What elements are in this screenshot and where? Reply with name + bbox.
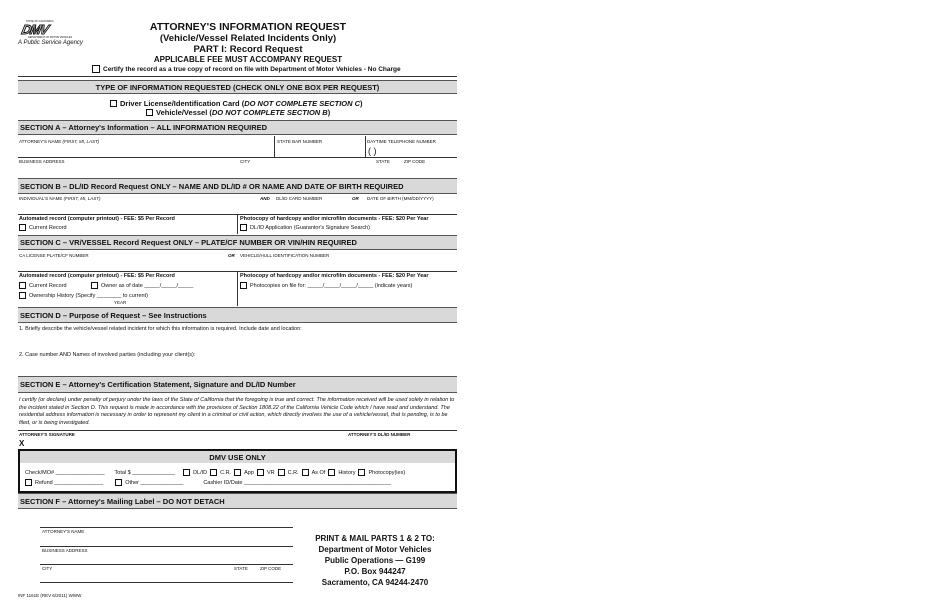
vehicle-vessel-option[interactable] <box>146 108 330 117</box>
c-photocopies-checkbox[interactable] <box>240 282 247 289</box>
plate-number-label: CA LICENSE PLATE/CF NUMBER <box>19 253 89 258</box>
dmv-row-2 <box>25 479 391 486</box>
certify-option[interactable] <box>92 65 401 73</box>
section-c-header <box>18 235 457 250</box>
label-business-address: BUSINESS ADDRESS <box>42 548 88 553</box>
dmv-row-1: Check/MO# ________________ Total $ ______________ DL/ID C.R. App VR C.R. As Of History Photocopy(ies) <box>25 469 406 476</box>
form-title: ATTORNEY'S INFORMATION REQUEST <box>149 21 347 33</box>
mail-to-line-5: Sacramento, CA 94244-2470 <box>321 578 429 587</box>
as-of-checkbox[interactable] <box>302 469 309 476</box>
refund-field[interactable]: Refund ________________ <box>35 479 104 486</box>
dl-id-checkbox[interactable] <box>110 100 117 107</box>
attorney-dl-label: ATTORNEY'S DL/ID NUMBER <box>348 432 411 437</box>
mail-to-line-3: Public Operations — G199 <box>324 556 426 565</box>
purpose-question-2: 2. Case number AND Names of involved parties (including your client(s): <box>19 352 196 358</box>
city-label: CITY <box>240 159 251 164</box>
purpose-question-1: 1. Briefly describe the vehicle/vessel related incident for which this information is required. Include date and location: <box>19 326 302 332</box>
other-field[interactable]: Other ______________ <box>125 479 184 486</box>
and-label: AND <box>260 196 270 201</box>
total-field[interactable]: Total $ ______________ <box>114 469 176 476</box>
b-dl-application-option[interactable]: DL/ID Application (Guarantor's Signature Search) <box>240 224 370 231</box>
refund-checkbox[interactable] <box>25 479 32 486</box>
fee-note: APPLICABLE FEE MUST ACCOMPANY REQUEST <box>153 55 343 64</box>
dl-id-label: Driver License/Identification Card (DO NOT COMPLETE SECTION C) <box>120 99 363 108</box>
section-b-title: SECTION B – DL/ID Record Request ONLY – NAME AND DL/ID # OR NAME AND DATE OF BIRTH REQUIRED <box>20 181 404 191</box>
c-current-record-option[interactable]: Current Record <box>19 282 67 289</box>
mail-to-line-4: P.O. Box 944247 <box>344 567 406 576</box>
label-city: CITY <box>42 566 53 571</box>
logo-dept-text: DEPARTMENT OF MOTOR VEHICLES <box>28 36 73 39</box>
zip-label: ZIP CODE <box>404 159 426 164</box>
year-label: YEAR <box>114 300 127 305</box>
b-automated-title: Automated record (computer printout) - FEE: $5 Per Record <box>19 216 175 222</box>
app-checkbox[interactable] <box>234 469 241 476</box>
or-label: OR <box>352 196 359 201</box>
certify-checkbox[interactable] <box>92 65 100 73</box>
mail-to-line-2: Department of Motor Vehicles <box>318 545 432 554</box>
certification-statement: I certify (or declare) under penalty of perjury under the laws of the State of California that the foregoing is true and correct. The information received will be used solely in relation to the incident stated in Section D. This request is made in accordance with the provisions of Section 1808.22 of the California Vehicle Code which I have read and understand. The residential address information is necessary in order to represent my client in a criminal or civil action, which directly involves the use of a vehicle/vessel, that is pending, is to be filed, or is being investigated. <box>19 397 455 426</box>
label-attorney-name: ATTORNEY'S NAME <box>42 529 85 534</box>
dob-label: DATE OF BIRTH (MM/DD/YYYY) <box>367 196 434 201</box>
type-of-information-bar <box>18 80 457 94</box>
header-divider <box>18 76 457 77</box>
logo-state-text: STATE OF CALIFORNIA <box>26 20 54 23</box>
label-state: STATE <box>234 566 248 571</box>
vin-label: VEHICLE/HULL IDENTIFICATION NUMBER <box>240 253 330 258</box>
b-current-record-option[interactable]: Current Record <box>19 224 67 231</box>
section-b-header <box>18 178 457 194</box>
dmv-logo <box>18 20 74 40</box>
attorney-name-label: ATTORNEY'S NAME (FIRST, MI, LAST) <box>19 139 100 144</box>
form-subtitle: (Vehicle/Vessel Related Incidents Only) <box>159 33 337 44</box>
dl-id-use-checkbox[interactable] <box>183 469 190 476</box>
section-a-title: SECTION A – Attorney's Information – ALL INFORMATION REQUIRED <box>20 123 268 132</box>
phone-label: DAYTIME TELEPHONE NUMBER <box>367 139 436 144</box>
section-c-title: SECTION C – VR/VESSEL Record Request ONLY – PLATE/CF NUMBER OR VIN/HIN REQUIRED <box>20 238 357 247</box>
c-ownership-history-checkbox[interactable] <box>19 292 26 299</box>
dl-id-card-number-label: DL/ID CARD NUMBER <box>276 196 323 201</box>
photocopy-checkbox[interactable] <box>358 469 365 476</box>
cashier-field[interactable]: Cashier ID/Date ________________________________________________ <box>203 479 391 486</box>
c-owner-as-of-checkbox[interactable] <box>91 282 98 289</box>
form-part: PART I: Record Request <box>193 44 303 55</box>
certify-label: Certify the record as a true copy of record on file with Department of Motor Vehicles - No Charge <box>103 65 401 73</box>
dl-id-option[interactable] <box>110 99 363 108</box>
c-automated-title: Automated record (computer printout) - FEE: $5 Per Record <box>19 273 175 279</box>
section-d-header <box>18 307 457 323</box>
b-photocopy-title: Photocopy of hardcopy and/or microfilm documents - FEE: $20 Per Year <box>240 216 429 222</box>
c-current-record-checkbox[interactable] <box>19 282 26 289</box>
cr-checkbox[interactable] <box>210 469 217 476</box>
other-checkbox[interactable] <box>115 479 122 486</box>
section-e-title: SECTION E – Attorney's Certification Statement, Signature and DL/ID Number <box>20 380 296 389</box>
section-d-title: SECTION D – Purpose of Request – See Instructions <box>20 310 207 320</box>
c-photocopies-option[interactable]: Photocopies on file for: _____/_____/_____/_____ (indicate years) <box>240 282 412 289</box>
business-address-label: BUSINESS ADDRESS <box>19 159 65 164</box>
c-or-label: OR <box>228 253 235 258</box>
history-checkbox[interactable] <box>328 469 335 476</box>
section-f-header <box>18 493 457 509</box>
attorney-signature-label: ATTORNEY'S SIGNATURE <box>19 432 75 437</box>
label-zip: ZIP CODE <box>260 566 282 571</box>
form-number-footer: INF 1161E (REV 6/2011) WWW <box>18 593 82 598</box>
section-e-header <box>18 376 457 393</box>
b-dl-application-checkbox[interactable] <box>240 224 247 231</box>
c-photocopy-title: Photocopy of hardcopy and/or microfilm documents - FEE: $20 Per Year <box>240 273 429 279</box>
section-f-title: SECTION F – Attorney's Mailing Label – DO NOT DETACH <box>20 496 225 506</box>
vr-checkbox[interactable] <box>257 469 264 476</box>
c-ownership-history-option[interactable]: Ownership History (Specify ________ to current) <box>19 292 148 299</box>
mail-to-line-1: PRINT & MAIL PARTS 1 & 2 TO: <box>315 534 435 543</box>
state-bar-number-label: STATE BAR NUMBER <box>277 139 323 144</box>
section-a-header <box>18 120 457 135</box>
individual-name-label: INDIVIDUAL'S NAME (FIRST, MI, LAST) <box>19 196 101 201</box>
signature-x-mark: X <box>19 439 25 448</box>
vehicle-vessel-label: Vehicle/Vessel (DO NOT COMPLETE SECTION B) <box>156 108 331 117</box>
vehicle-vessel-checkbox[interactable] <box>146 109 153 116</box>
c-owner-as-of-option[interactable]: Owner as of date _____/_____/_____ <box>91 282 193 289</box>
check-mo-field[interactable]: Check/MO# ________________ <box>25 469 105 476</box>
type-bar-label: TYPE OF INFORMATION REQUESTED (CHECK ONLY ONE BOX PER REQUEST) <box>95 82 380 92</box>
logo-mark: DMV <box>20 22 50 37</box>
cr2-checkbox[interactable] <box>278 469 285 476</box>
state-label: STATE <box>376 159 390 164</box>
dmv-use-only-header <box>20 451 455 463</box>
b-current-record-checkbox[interactable] <box>19 224 26 231</box>
dmv-use-only-title: DMV USE ONLY <box>209 452 266 462</box>
agency-tagline: A Public Service Agency <box>18 40 83 46</box>
phone-area-code[interactable]: ( ) <box>368 146 377 156</box>
